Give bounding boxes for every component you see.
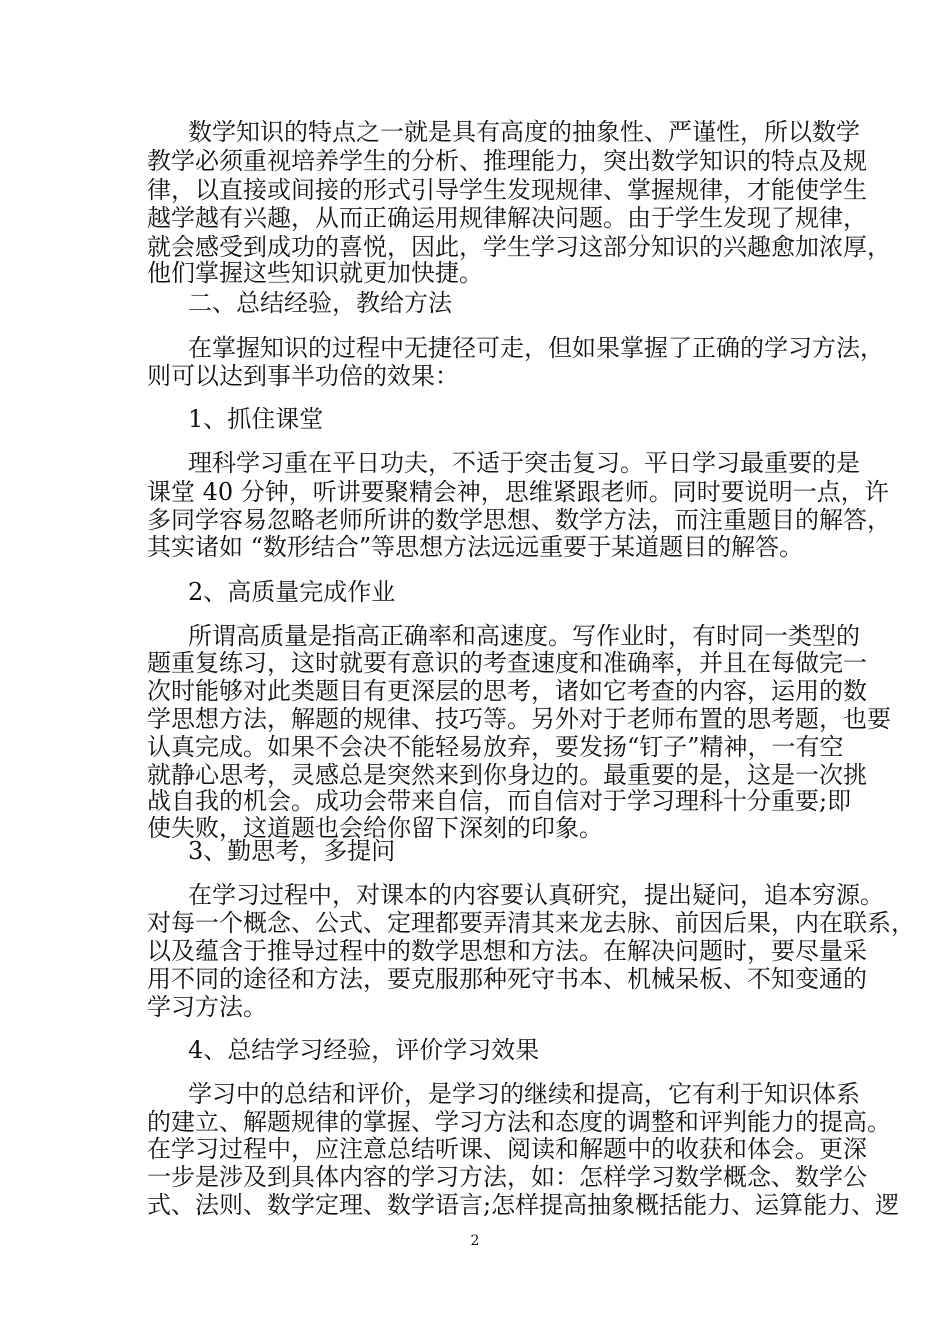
paragraph-line: 教学必须重视培养学生的分析、推理能力，突出数学知识的特点及规 — [147, 147, 867, 175]
section-heading: 1、抓住课堂 — [188, 405, 324, 433]
paragraph-line: 次时能够对此类题目有更深层的思考，诸如它考查的内容，运用的数 — [147, 677, 867, 705]
section-heading: 4、总结学习经验，评价学习效果 — [188, 1036, 540, 1064]
paragraph-line: 在学习过程中，应注意总结听课、阅读和解题中的收获和体会。更深 — [147, 1135, 867, 1163]
paragraph-line: 其实诸如 “数形结合”等思想方法远远重要于某道题目的解答。 — [147, 533, 804, 561]
section-heading: 二、总结经验，教给方法 — [188, 289, 452, 317]
paragraph-line: 对每一个概念、公式、定理都要弄清其来龙去脉、前因后果，内在联系， — [147, 909, 915, 937]
paragraph-line: 式、法则、数学定理、数学语言;怎样提高抽象概括能力、运算能力、逻 — [147, 1191, 900, 1219]
paragraph-line: 越学越有兴趣，从而正确运用规律解决问题。由于学生发现了规律， — [147, 204, 867, 232]
paragraph-line: 数学知识的特点之一就是具有高度的抽象性、严谨性，所以数学 — [188, 118, 860, 146]
paragraph-line: 多同学容易忽略老师所讲的数学思想、数学方法，而注重题目的解答， — [147, 506, 891, 534]
paragraph-line: 则可以达到事半功倍的效果： — [147, 362, 459, 390]
paragraph-line: 的建立、解题规律的掌握、学习方法和态度的调整和评判能力的提高。 — [147, 1108, 891, 1136]
page-number: 2 — [470, 1233, 480, 1249]
paragraph-line: 题重复练习，这时就要有意识的考查速度和准确率，并且在每做完一 — [147, 649, 867, 677]
section-heading: 3、勤思考，多提问 — [188, 837, 396, 865]
paragraph-line: 律，以直接或间接的形式引导学生发现规律、掌握规律，才能使学生 — [147, 176, 867, 204]
paragraph-line: 所谓高质量是指高正确率和高速度。写作业时，有时同一类型的 — [188, 622, 860, 650]
paragraph-line: 一步是涉及到具体内容的学习方法，如：怎样学习数学概念、数学公 — [147, 1163, 867, 1191]
section-heading: 2、高质量完成作业 — [188, 578, 396, 606]
paragraph-line: 就会感受到成功的喜悦，因此，学生学习这部分知识的兴趣愈加浓厚， — [147, 233, 891, 261]
paragraph-line: 在学习过程中，对课本的内容要认真研究，提出疑问，追本穷源。 — [188, 881, 884, 909]
paragraph-line: 以及蕴含于推导过程中的数学思想和方法。在解决问题时，要尽量采 — [147, 937, 867, 965]
paragraph-line: 认真完成。如果不会决不能轻易放弃，要发扬“钉子”精神，一有空 — [147, 733, 844, 761]
paragraph-line: 理科学习重在平日功夫，不适于突击复习。平日学习最重要的是 — [188, 449, 860, 477]
paragraph-line: 学习中的总结和评价，是学习的继续和提高，它有利于知识体系 — [188, 1080, 860, 1108]
paragraph-line: 用不同的途径和方法，要克服那种死守书本、机械呆板、不知变通的 — [147, 965, 867, 993]
paragraph-line: 战自我的机会。成功会带来自信，而自信对于学习理科十分重要;即 — [147, 787, 852, 815]
paragraph-line: 使失败，这道题也会给你留下深刻的印象。 — [147, 814, 603, 842]
paragraph-line: 就静心思考，灵感总是突然来到你身边的。最重要的是，这是一次挑 — [147, 761, 867, 789]
paragraph-line: 在掌握知识的过程中无捷径可走，但如果掌握了正确的学习方法， — [188, 334, 884, 362]
paragraph-line: 课堂 40 分钟，听讲要聚精会神，思维紧跟老师。同时要说明一点，许 — [147, 478, 889, 506]
paragraph-line: 他们掌握这些知识就更加快捷。 — [147, 259, 483, 287]
paragraph-line: 学思想方法，解题的规律、技巧等。另外对于老师布置的思考题，也要 — [147, 705, 891, 733]
paragraph-line: 学习方法。 — [147, 993, 267, 1021]
